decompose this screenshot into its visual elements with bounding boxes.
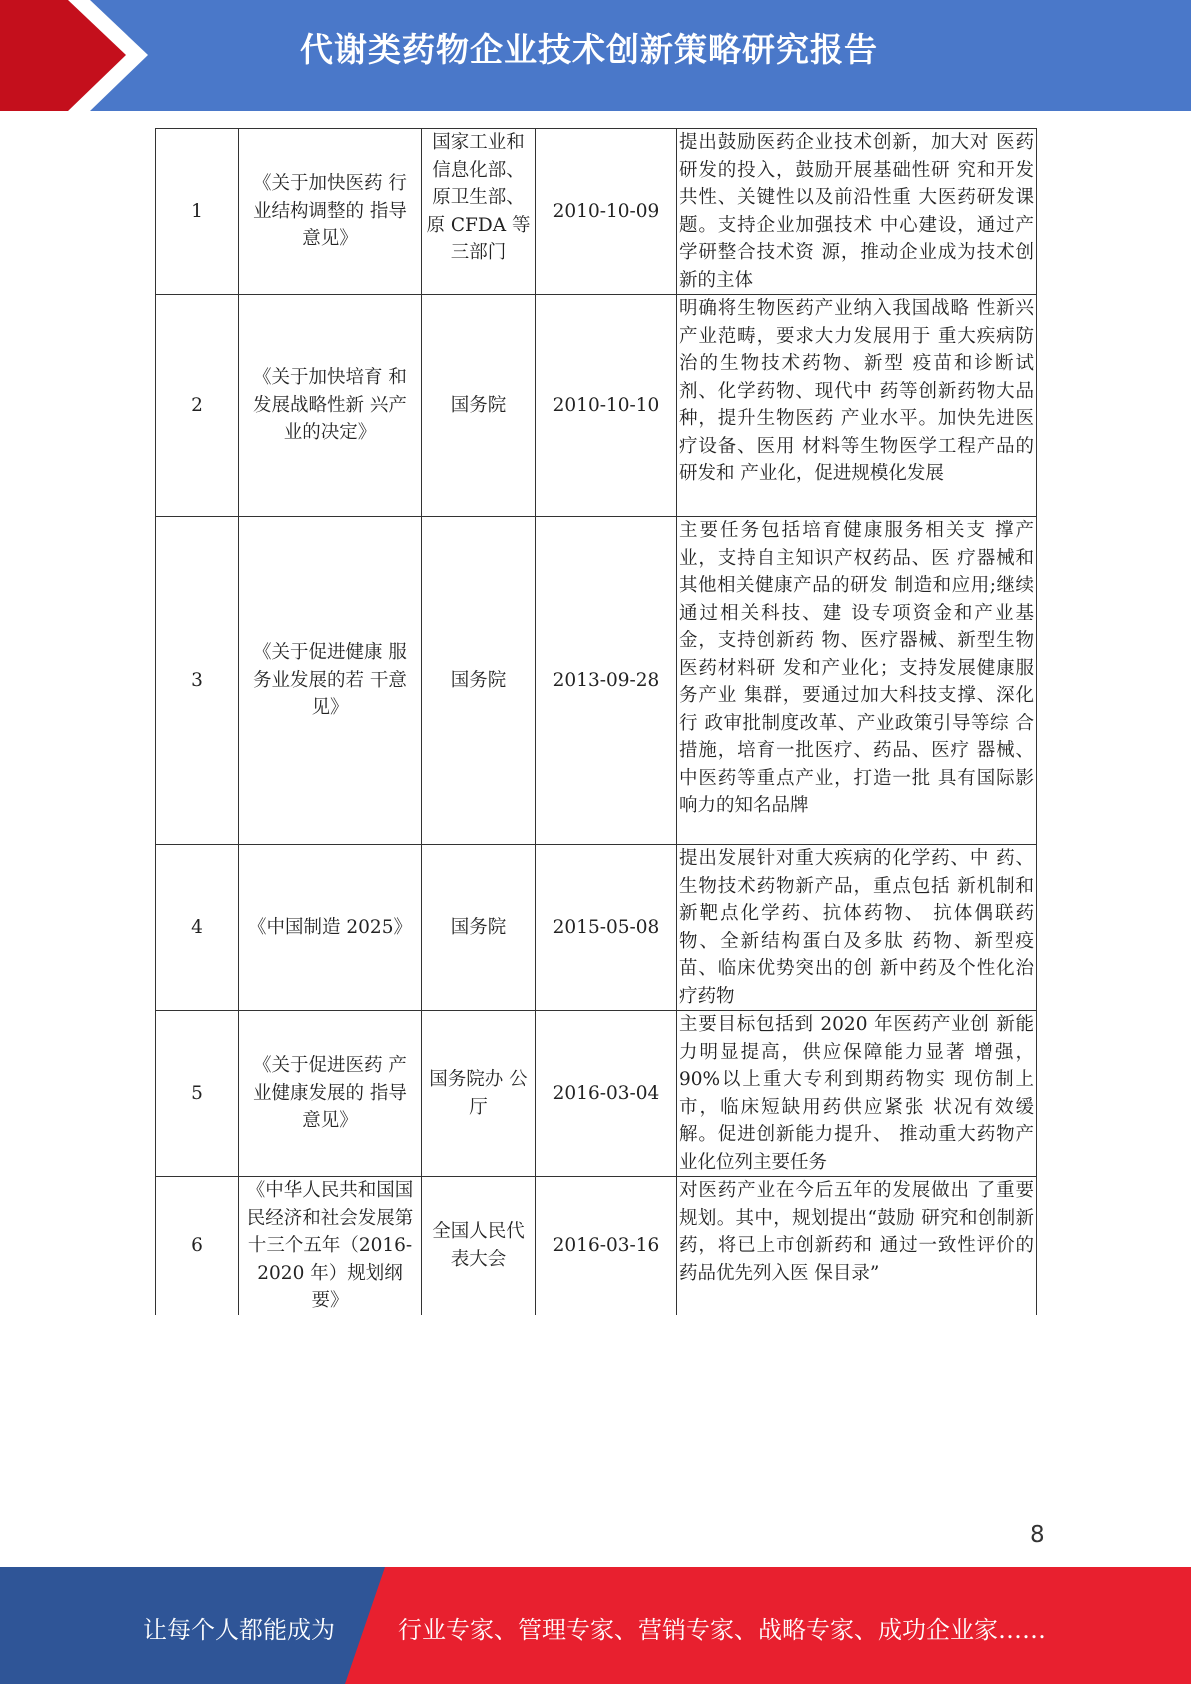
policy-content: 提出鼓励医药企业技术创新，加大对 医药研发的投入，鼓励开展基础性研 究和开发共性、关键性以及前沿性重 大医药研发课题。支持企业加强技术 中心建设，通过产学研整合技术资 源，推动企业成为技术创新的主体 xyxy=(677,129,1037,295)
issuing-department: 国务院 xyxy=(422,517,536,845)
policy-name: 《中华人民共和国国民经济和社会发展第十三个五年（2016-2020 年）规划纲要》 xyxy=(239,1177,422,1315)
page-header xyxy=(0,0,1191,111)
page-number: 8 xyxy=(1030,1522,1045,1548)
footer-slogan-right: 行业专家、管理专家、营销专家、战略专家、成功企业家…… xyxy=(398,1616,1046,1644)
issuing-department: 国务院办 公厅 xyxy=(422,1011,536,1177)
row-number: 1 xyxy=(156,129,239,295)
policy-name: 《关于加快医药 行业结构调整的 指导意见》 xyxy=(239,129,422,295)
row-number: 3 xyxy=(156,517,239,845)
issue-date: 2015-05-08 xyxy=(536,845,677,1011)
policy-name: 《中国制造 2025》 xyxy=(239,845,422,1011)
policy-name: 《关于促进健康 服务业发展的若 干意见》 xyxy=(239,517,422,845)
policy-name: 《关于促进医药 产业健康发展的 指导意见》 xyxy=(239,1011,422,1177)
chevron-arrow-icon xyxy=(0,0,160,111)
issue-date: 2010-10-09 xyxy=(536,129,677,295)
row-number: 6 xyxy=(156,1177,239,1315)
issue-date: 2013-09-28 xyxy=(536,517,677,845)
table-row xyxy=(156,295,1037,517)
issuing-department: 国务院 xyxy=(422,295,536,517)
footer-slogan-left: 让每个人都能成为 xyxy=(143,1616,335,1644)
table-row xyxy=(156,517,1037,845)
policy-content: 提出发展针对重大疾病的化学药、中 药、生物技术药物新产品，重点包括 新机制和新靶点化学药、抗体药物、 抗体偶联药物、全新结构蛋白及多肽 药物、新型疫苗、临床优势突出的创 新中药及个性化治疗药物 xyxy=(677,845,1037,1011)
table-row xyxy=(156,129,1037,295)
issuing-department: 全国人民代表大会 xyxy=(422,1177,536,1315)
table-row xyxy=(156,1177,1037,1315)
policy-content: 明确将生物医药产业纳入我国战略 性新兴产业范畴，要求大力发展用于 重大疾病防治的生物技术药物、新型 疫苗和诊断试剂、化学药物、现代中 药等创新药物大品种，提升生物医药 产业水平。加快先进医疗设备、医用 材料等生物医学工程产品的研发和 产业化，促进规模化发展 xyxy=(677,295,1037,517)
table-row xyxy=(156,1011,1037,1177)
table-row xyxy=(156,845,1037,1011)
policy-content: 主要任务包括培育健康服务相关支 撑产业，支持自主知识产权药品、医 疗器械和其他相关健康产品的研发 制造和应用;继续通过相关科技、建 设专项资金和产业基金，支持创新药 物、医疗器械、新型生物医药材料研 发和产业化；支持发展健康服务产业 集群，要通过加大科技支撑、深化行 政审批制度改革、产业政策引导等综 合措施，培育一批医疗、药品、医疗 器械、中医药等重点产业，打造一批 具有国际影响力的知名品牌 xyxy=(677,517,1037,845)
policy-content: 对医药产业在今后五年的发展做出 了重要规划。其中，规划提出“鼓励 研究和创制新药，将已上市创新药和 通过一致性评价的药品优先列入医 保目录” xyxy=(677,1177,1037,1315)
issue-date: 2016-03-16 xyxy=(536,1177,677,1315)
department-text: 国家工业和信息化部、原卫生部、原 CFDA 等三部门 xyxy=(426,132,531,263)
report-title: 代谢类药物企业技术创新策略研究报告 xyxy=(300,30,878,69)
page-footer xyxy=(0,1567,1191,1684)
row-number: 2 xyxy=(156,295,239,517)
policy-content: 主要目标包括到 2020 年医药产业创 新能力明显提高，供应保障能力显著 增强，90%以上重大专利到期药物实 现仿制上市，临床短缺用药供应紧张 状况有效缓解。促进创新能力提升、 推动重大药物产业化位列主要任务 xyxy=(677,1011,1037,1177)
issuing-department xyxy=(422,129,536,295)
policy-table xyxy=(155,128,1036,1315)
row-number: 4 xyxy=(156,845,239,1011)
issue-date: 2010-10-10 xyxy=(536,295,677,517)
issuing-department: 国务院 xyxy=(422,845,536,1011)
issue-date: 2016-03-04 xyxy=(536,1011,677,1177)
policy-name: 《关于加快培育 和发展战略性新 兴产业的决定》 xyxy=(239,295,422,517)
row-number: 5 xyxy=(156,1011,239,1177)
